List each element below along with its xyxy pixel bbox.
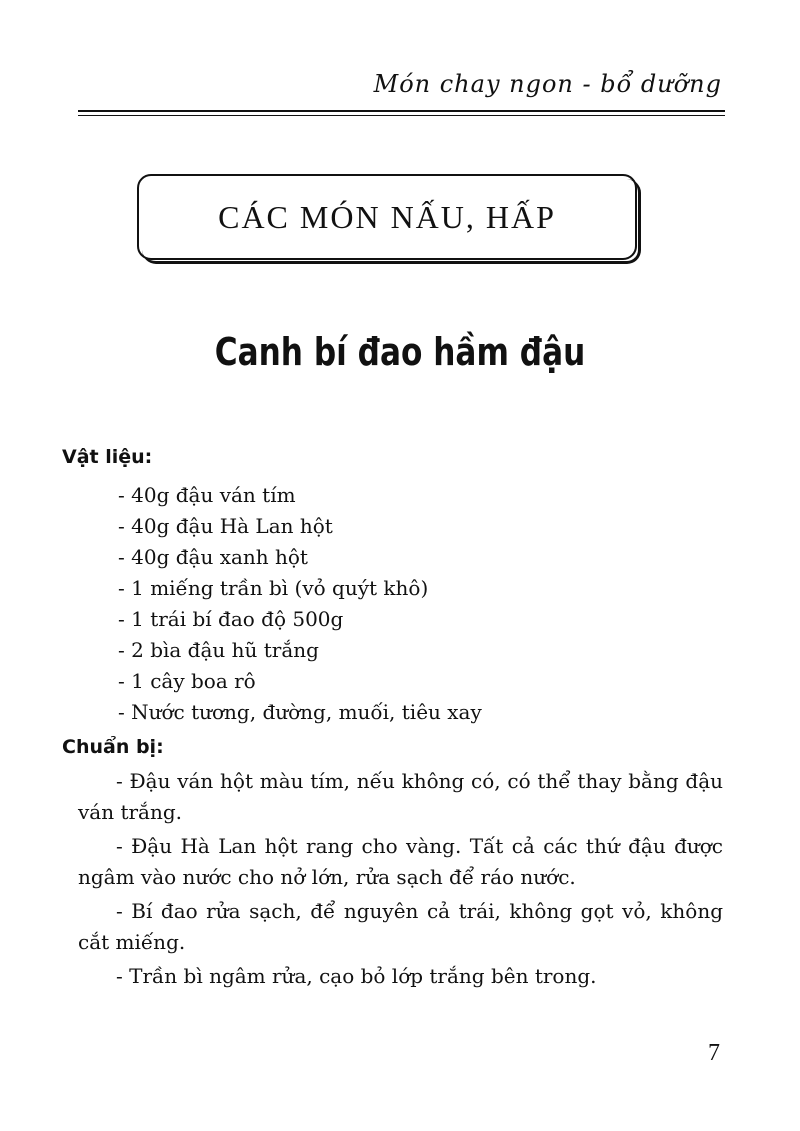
header-rule — [78, 110, 725, 116]
recipe-title: Canh bí đao hầm đậu — [214, 330, 586, 374]
ingredient-item: - 40g đậu ván tím — [118, 483, 296, 507]
ingredient-item: - 40g đậu xanh hột — [118, 545, 308, 569]
preparation-step: - Bí đao rửa sạch, để nguyên cả trái, không gọt vỏ, không cắt miếng. — [78, 899, 723, 954]
ingredient-item: - 40g đậu Hà Lan hột — [118, 514, 333, 538]
page-number: 7 — [708, 1040, 720, 1066]
preparation-step: - Trần bì ngâm rửa, cạo bỏ lớp trắng bên trong. — [116, 964, 597, 988]
preparation-label: Chuẩn bị: — [62, 736, 164, 758]
ingredient-item: - 1 cây boa rô — [118, 669, 256, 693]
ingredient-item: - 1 trái bí đao độ 500g — [118, 607, 344, 631]
section-box — [137, 174, 637, 260]
preparation-step: - Đậu Hà Lan hột rang cho vàng. Tất cả các thứ đậu được ngâm vào nước cho nở lớn, rửa sạch để ráo nước. — [78, 834, 723, 889]
preparation-step: - Đậu ván hột màu tím, nếu không có, có thể thay bằng đậu ván trắng. — [78, 769, 723, 824]
preparation-steps — [78, 766, 723, 995]
ingredient-item: - 1 miếng trần bì (vỏ quýt khô) — [118, 576, 429, 600]
ingredients-list — [118, 480, 482, 728]
running-header: Món chay ngon - bổ dưỡng — [373, 70, 722, 98]
ingredient-item: - Nước tương, đường, muối, tiêu xay — [118, 700, 482, 724]
section-title: CÁC MÓN NẤU, HẤP — [218, 198, 556, 235]
ingredient-item: - 2 bìa đậu hũ trắng — [118, 638, 319, 662]
ingredients-label: Vật liệu: — [62, 446, 153, 468]
